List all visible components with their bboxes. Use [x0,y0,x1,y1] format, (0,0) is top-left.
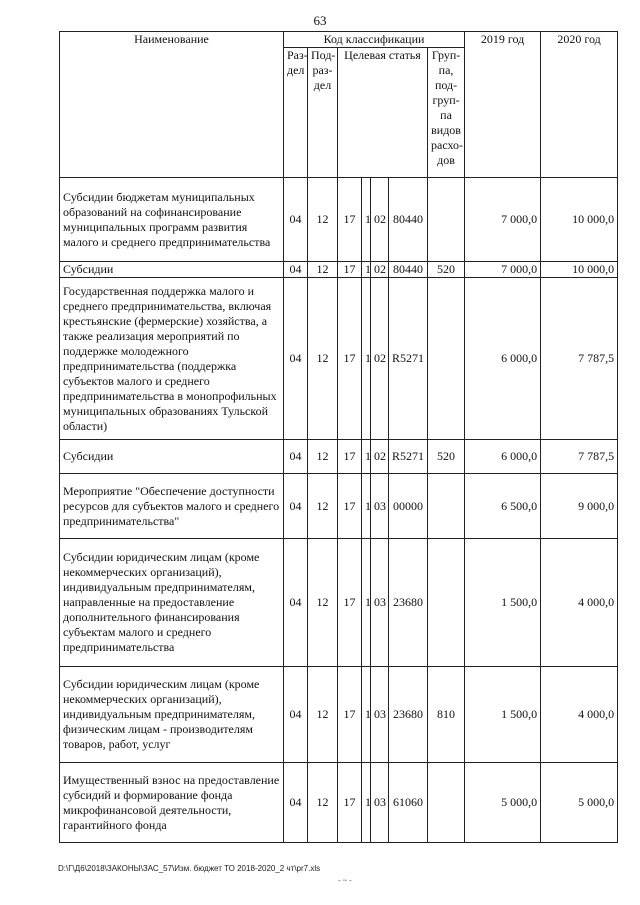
row-podrazdel: 12 [308,440,338,474]
row-cs2: 1 [362,278,371,440]
header-expense-group: Груп- па, под- груп- па видов расхо- дов [428,48,465,178]
row-2020: 10 000,0 [541,262,618,278]
row-2019: 1 500,0 [465,667,541,763]
row-cs2: 1 [362,667,371,763]
row-cs1: 17 [338,178,362,262]
row-cs4: 23680 [389,667,428,763]
header-row-top [60,32,618,48]
page-number: 63 [313,13,327,28]
header-year-2020: 2020 год [541,32,618,178]
row-name: Имущественный взнос на предоставление субсидий и формирование фонда микрофинансовой деятельности, гарантийного фонда [60,763,284,843]
header-podrazdel: Под- раз- дел [308,48,338,178]
budget-table [59,31,618,843]
row-2020: 9 000,0 [541,474,618,539]
row-cs2: 1 [362,539,371,667]
row-cs3: 02 [371,278,389,440]
row-2019: 6 000,0 [465,278,541,440]
row-podrazdel: 12 [308,474,338,539]
row-2019: 5 000,0 [465,763,541,843]
row-cs3: 03 [371,667,389,763]
handwritten-mark: - ~ - [338,876,352,885]
row-vr [428,763,465,843]
row-cs1: 17 [338,262,362,278]
header-name: Наименование [60,32,284,178]
row-name: Государственная поддержка малого и среднего предпринимательства, включая крестьянские (фермерские) хозяйства, а также реализация мероприятий по поддержке молодежного предпринимательства (поддержка субъектов малого и среднего предпринимательства в монопрофильных муниципальных образованиях Тульской области) [60,278,284,440]
row-2020: 4 000,0 [541,667,618,763]
row-2020: 7 787,5 [541,278,618,440]
header-razdel: Раз- дел [284,48,308,178]
row-cs4: R5271 [389,278,428,440]
table-row [60,763,618,843]
row-cs2: 1 [362,440,371,474]
row-vr [428,539,465,667]
row-podrazdel: 12 [308,763,338,843]
row-cs3: 02 [371,440,389,474]
footer-file-path: D:\Г\Д6\2018\ЗАКОНЫ\ЗАС_57\Изм. бюджет ТО 2018-2020_2 чт\pr7.xls [58,864,321,873]
row-cs3: 02 [371,262,389,278]
row-vr: 520 [428,262,465,278]
row-podrazdel: 12 [308,262,338,278]
row-2019: 6 000,0 [465,440,541,474]
row-razdel: 04 [284,474,308,539]
row-cs4: 80440 [389,262,428,278]
row-cs2: 1 [362,763,371,843]
row-razdel: 04 [284,440,308,474]
row-name: Субсидии [60,440,284,474]
row-2020: 10 000,0 [541,178,618,262]
row-cs4: 61060 [389,763,428,843]
row-cs2: 1 [362,474,371,539]
row-2019: 7 000,0 [465,262,541,278]
row-name: Субсидии [60,262,284,278]
row-vr [428,474,465,539]
header-year-2019: 2019 год [465,32,541,178]
table-row [60,440,618,474]
row-cs4: R5271 [389,440,428,474]
row-cs1: 17 [338,278,362,440]
row-vr: 810 [428,667,465,763]
row-2019: 7 000,0 [465,178,541,262]
row-razdel: 04 [284,278,308,440]
table-row [60,278,618,440]
row-cs4: 80440 [389,178,428,262]
row-cs1: 17 [338,667,362,763]
row-cs1: 17 [338,539,362,667]
row-2020: 7 787,5 [541,440,618,474]
row-cs2: 1 [362,262,371,278]
table-row [60,178,618,262]
row-name: Субсидии бюджетам муниципальных образований на софинансирование муниципальных программ развития малого и среднего предпринимательства [60,178,284,262]
row-cs3: 03 [371,763,389,843]
row-cs1: 17 [338,474,362,539]
row-cs2: 1 [362,178,371,262]
row-cs1: 17 [338,440,362,474]
row-razdel: 04 [284,667,308,763]
table-row [60,262,618,278]
row-cs3: 03 [371,474,389,539]
row-cs4: 00000 [389,474,428,539]
row-podrazdel: 12 [308,667,338,763]
row-podrazdel: 12 [308,178,338,262]
header-classification: Код классификации [284,32,465,48]
row-vr [428,178,465,262]
row-name: Мероприятие "Обеспечение доступности ресурсов для субъектов малого и среднего предпринимательства" [60,474,284,539]
row-2019: 6 500,0 [465,474,541,539]
row-2020: 4 000,0 [541,539,618,667]
row-2019: 1 500,0 [465,539,541,667]
row-vr: 520 [428,440,465,474]
row-name: Субсидии юридическим лицам (кроме некоммерческих организаций), индивидуальным предпринимателям, физическим лицам - производителям товаров, работ, услуг [60,667,284,763]
table-row [60,474,618,539]
row-razdel: 04 [284,539,308,667]
table-row [60,667,618,763]
row-2020: 5 000,0 [541,763,618,843]
row-name: Субсидии юридическим лицам (кроме некоммерческих организаций), индивидуальным предпринимателям, направленные на предоставление дополнительного финансирования субъектам малого и среднего предпринимательства [60,539,284,667]
row-podrazdel: 12 [308,278,338,440]
row-cs4: 23680 [389,539,428,667]
row-cs3: 03 [371,539,389,667]
table-row [60,539,618,667]
row-cs1: 17 [338,763,362,843]
row-cs3: 02 [371,178,389,262]
row-podrazdel: 12 [308,539,338,667]
row-razdel: 04 [284,262,308,278]
row-razdel: 04 [284,763,308,843]
row-vr [428,278,465,440]
row-razdel: 04 [284,178,308,262]
header-target-article: Целевая статья [338,48,428,178]
